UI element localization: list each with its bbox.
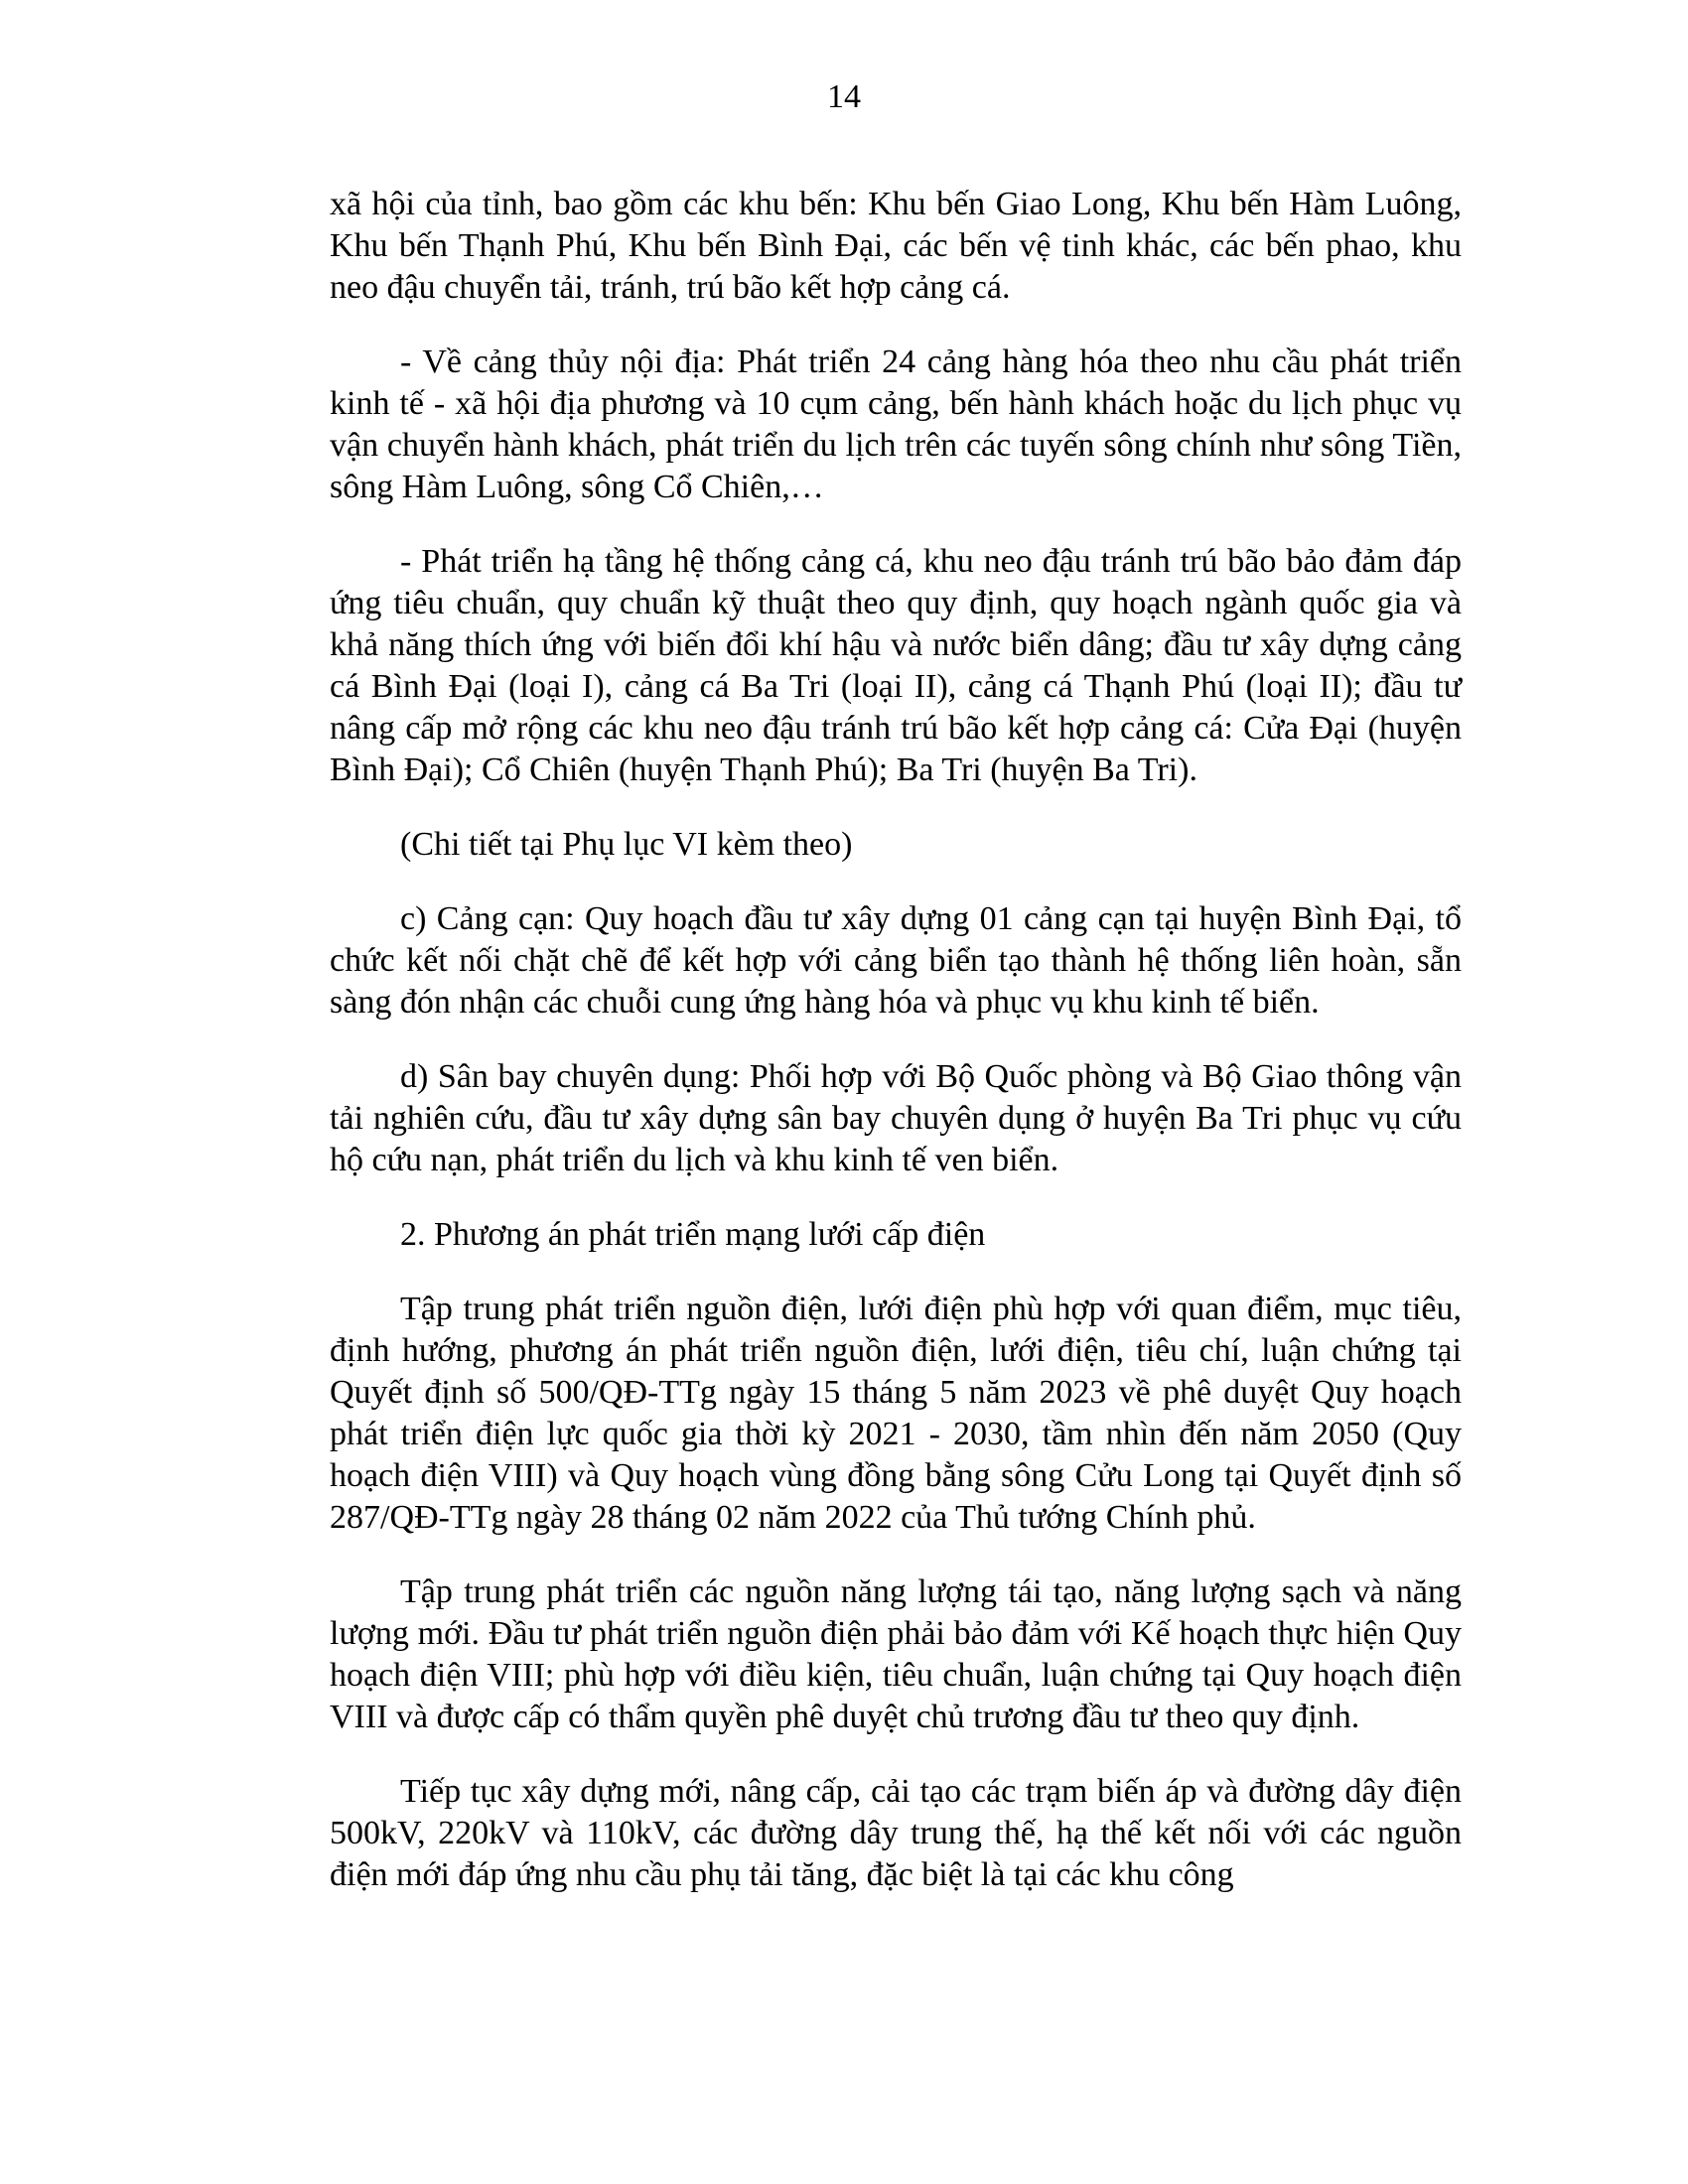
paragraph-airport: d) Sân bay chuyên dụng: Phối hợp với Bộ Quốc phòng và Bộ Giao thông vận tải nghiên cứu, đầu tư xây dựng sân bay chuyên dụng ở huyện Ba Tri phục vụ cứu hộ cứu nạn, phát triển du lịch và khu kinh tế ven biển. xyxy=(330,1058,1462,1178)
paragraph-power-development: Tập trung phát triển nguồn điện, lưới điện phù hợp với quan điểm, mục tiêu, định hướng, phương án phát triển nguồn điện, lưới điện, tiêu chí, luận chứng tại Quyết định số 500/QĐ-TTg ngày 15 tháng 5 năm 2023 về phê duyệt Quy hoạch phát triển điện lực quốc gia thời kỳ 2021 - 2030, tầm nhìn đến năm 2050 (Quy hoạch điện VIII) và Quy hoạch vùng đồng bằng sông Cửu Long tại Quyết định số 287/QĐ-TTg ngày 28 tháng 02 năm 2022 của Thủ tướng Chính phủ. xyxy=(330,1291,1462,1536)
paragraph-appendix-note: (Chi tiết tại Phụ lục VI kèm theo) xyxy=(400,826,853,863)
paragraph-inland-ports: - Về cảng thủy nội địa: Phát triển 24 cảng hàng hóa theo nhu cầu phát triển kinh tế - xã hội địa phương và 10 cụm cảng, bến hành khách hoặc du lịch phục vụ vận chuyển hành khách, phát triển du lịch trên các tuyến sông chính như sông Tiền, sông Hàm Luông, sông Cổ Chiên,… xyxy=(330,343,1462,505)
paragraph-transmission-lines: Tiếp tục xây dựng mới, nâng cấp, cải tạo các trạm biến áp và đường dây điện 500kV, 220kV và 110kV, các đường dây trung thế, hạ thế kết nối với các nguồn điện mới đáp ứng nhu cầu phụ tải tăng, đặc biệt là tại các khu công xyxy=(330,1773,1462,1893)
document-body xyxy=(330,184,1462,1929)
page-number: 14 xyxy=(827,78,861,115)
paragraph-renewable-energy: Tập trung phát triển các nguồn năng lượng tái tạo, năng lượng sạch và năng lượng mới. Đầu tư phát triển nguồn điện phải bảo đảm với Kế hoạch thực hiện Quy hoạch điện VIII; phù hợp với điều kiện, tiêu chuẩn, luận chứng tại Quy hoạch điện VIII và được cấp có thẩm quyền phê duyệt chủ trương đầu tư theo quy định. xyxy=(330,1573,1462,1735)
section-heading-power-grid: 2. Phương án phát triển mạng lưới cấp điện xyxy=(400,1216,986,1253)
paragraph-dry-port: c) Cảng cạn: Quy hoạch đầu tư xây dựng 01 cảng cạn tại huyện Bình Đại, tổ chức kết nối chặt chẽ để kết hợp với cảng biển tạo thành hệ thống liên hoàn, sẵn sàng đón nhận các chuỗi cung ứng hàng hóa và phục vụ khu kinh tế biển. xyxy=(330,900,1462,1021)
paragraph-continuation: xã hội của tỉnh, bao gồm các khu bến: Khu bến Giao Long, Khu bến Hàm Luông, Khu bến Thạnh Phú, Khu bến Bình Đại, các bến vệ tinh khác, các bến phao, khu neo đậu chuyển tải, tránh, trú bão kết hợp cảng cá. xyxy=(330,186,1462,306)
paragraph-fishing-ports: - Phát triển hạ tầng hệ thống cảng cá, khu neo đậu tránh trú bão bảo đảm đáp ứng tiêu chuẩn, quy chuẩn kỹ thuật theo quy định, quy hoạch ngành quốc gia và khả năng thích ứng với biến đổi khí hậu và nước biển dâng; đầu tư xây dựng cảng cá Bình Đại (loại I), cảng cá Ba Tri (loại II), cảng cá Thạnh Phú (loại II); đầu tư nâng cấp mở rộng các khu neo đậu tránh trú bão kết hợp cảng cá: Cửa Đại (huyện Bình Đại); Cổ Chiên (huyện Thạnh Phú); Ba Tri (huyện Ba Tri). xyxy=(330,543,1462,788)
